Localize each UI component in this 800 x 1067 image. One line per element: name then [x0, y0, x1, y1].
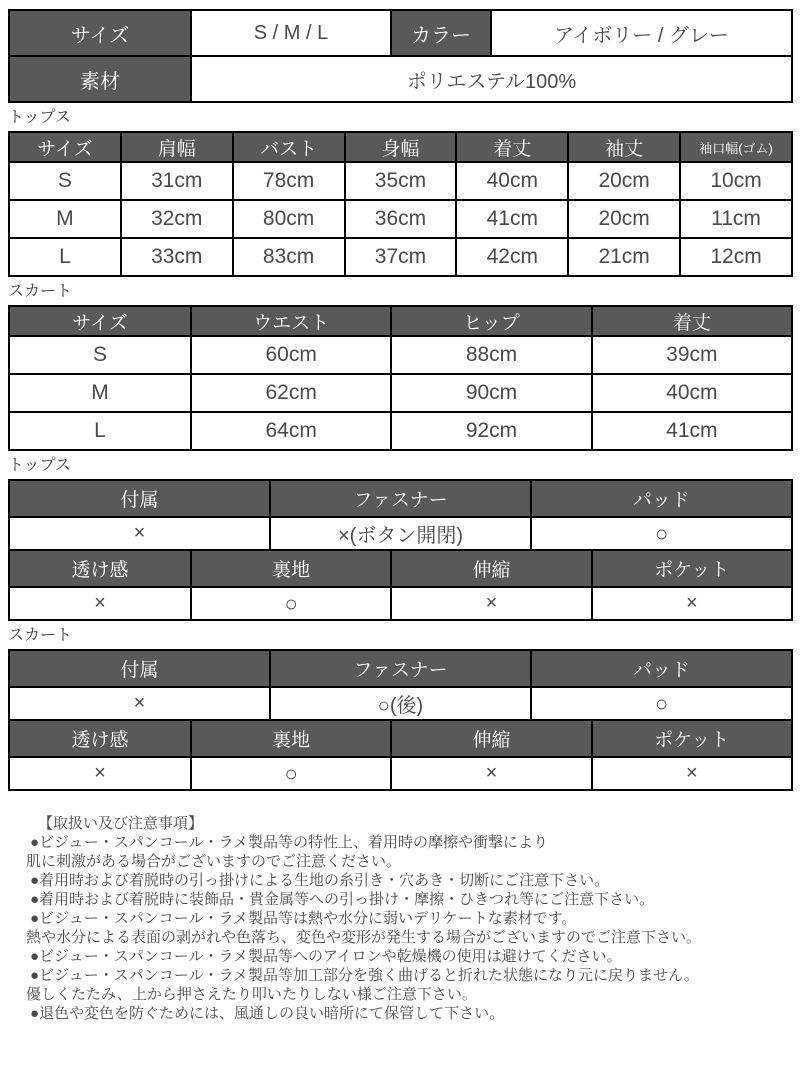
skirt-spec-value-row-1 — [9, 687, 792, 720]
tops-spec-value-row-2 — [9, 587, 792, 620]
care-note-line: ●着用時および着脱時の引っ掛けによる生地の糸引き・穴あき・切断にご注意下さい。 — [30, 872, 610, 889]
tops-size-row-s — [9, 162, 792, 200]
skirt-size-cell: 64cm — [191, 412, 391, 450]
tops-spec-header-row-2 — [9, 550, 792, 587]
tops-spec-section-label: トップス — [8, 457, 71, 474]
tops-size-cell: 32cm — [121, 200, 233, 238]
skirt-spec-value-cell: × — [391, 757, 591, 790]
material-label: 素材 — [9, 56, 191, 102]
tops-size-header-cell: バスト — [233, 132, 345, 162]
tops-size-cell: 10cm — [680, 162, 792, 200]
skirt-spec-value-cell: ○ — [191, 757, 391, 790]
skirt-spec-value-cell: ○ — [531, 687, 792, 720]
skirt-size-header-row — [9, 306, 792, 336]
tops-spec-value-cell: ○ — [191, 587, 391, 620]
tops-size-cell: 40cm — [456, 162, 568, 200]
skirt-spec-header-cell: 付属 — [9, 650, 270, 687]
tops-size-row-m — [9, 200, 792, 238]
size-value: S / M / L — [191, 10, 391, 56]
skirt-spec-table-attachments — [8, 649, 793, 721]
material-value: ポリエステル100% — [191, 56, 792, 102]
skirt-size-cell: 60cm — [191, 336, 391, 374]
skirt-size-cell: L — [9, 412, 191, 450]
tops-spec-value-cell: ×(ボタン開閉) — [270, 517, 531, 550]
tops-size-cell: 11cm — [680, 200, 792, 238]
care-note-line: ●ビジュー・スパンコール・ラメ製品等加工部分を強く曲げると折れた状態になり元に戻りません。 — [30, 967, 699, 984]
skirt-spec-header-row-2 — [9, 720, 792, 757]
skirt-spec-header-cell: パッド — [531, 650, 792, 687]
tops-size-cell: 42cm — [456, 238, 568, 276]
skirt-spec-header-cell: 透け感 — [9, 720, 191, 757]
care-note-line: 熱や水分による表面の剥がれや色落ち、変色や変形が発生する場合がございますのでご注意下さい。 — [26, 929, 702, 946]
skirt-spec-header-cell: 伸縮 — [391, 720, 591, 757]
skirt-size-header-cell: ヒップ — [391, 306, 591, 336]
tops-size-cell: S — [9, 162, 121, 200]
tops-size-cell: 35cm — [345, 162, 457, 200]
tops-spec-header-cell: 裏地 — [191, 550, 391, 587]
skirt-spec-header-cell: 裏地 — [191, 720, 391, 757]
skirt-size-header-cell: サイズ — [9, 306, 191, 336]
tops-size-cell: 78cm — [233, 162, 345, 200]
care-note-line: ●ビジュー・スパンコール・ラメ製品等の特性上、着用時の摩擦や衝撃により — [30, 834, 549, 851]
tops-size-row-l — [9, 238, 792, 276]
tops-size-cell: 20cm — [568, 200, 680, 238]
tops-size-header-cell: 袖口幅(ゴム) — [680, 132, 792, 162]
tops-spec-header-cell: 伸縮 — [391, 550, 591, 587]
skirt-spec-value-cell: × — [592, 757, 792, 790]
care-note-line: ●着用時および着脱時に装飾品・貴金属等への引っ掛け・摩擦・ひきつれ等にご注意下さい。 — [30, 891, 655, 908]
tops-spec-header-cell: パッド — [531, 480, 792, 517]
skirt-size-cell: 40cm — [592, 374, 792, 412]
skirt-size-header-cell: ウエスト — [191, 306, 391, 336]
tops-size-cell: 31cm — [121, 162, 233, 200]
tops-size-section-label: トップス — [8, 109, 71, 126]
tops-spec-header-cell: 透け感 — [9, 550, 191, 587]
skirt-size-header-cell: 着丈 — [592, 306, 792, 336]
tops-spec-table-details — [8, 549, 793, 621]
tops-size-cell: 20cm — [568, 162, 680, 200]
tops-spec-header-cell: ファスナー — [270, 480, 531, 517]
skirt-size-row-s — [9, 336, 792, 374]
tops-size-cell: 21cm — [568, 238, 680, 276]
care-note-line: 優しくたたみ、上から押さえたり叩いたりしない様ご注意下さい。 — [26, 986, 477, 1003]
skirt-size-cell: 41cm — [592, 412, 792, 450]
tops-size-header-row — [9, 132, 792, 162]
tops-size-header-cell: 身幅 — [345, 132, 457, 162]
skirt-spec-header-row-1 — [9, 650, 792, 687]
tops-spec-value-cell: ○ — [531, 517, 792, 550]
tops-spec-table-attachments — [8, 479, 793, 551]
tops-size-cell: 37cm — [345, 238, 457, 276]
summary-row-material — [9, 56, 792, 102]
skirt-size-cell: 92cm — [391, 412, 591, 450]
skirt-spec-header-cell: ポケット — [592, 720, 792, 757]
skirt-size-cell: 62cm — [191, 374, 391, 412]
skirt-spec-section-label: スカート — [8, 627, 73, 644]
tops-spec-value-row-1 — [9, 517, 792, 550]
skirt-size-cell: 90cm — [391, 374, 591, 412]
size-label: サイズ — [9, 10, 191, 56]
tops-size-header-cell: サイズ — [9, 132, 121, 162]
tops-spec-header-row-1 — [9, 480, 792, 517]
care-note-line: ●退色や変色を防ぐためには、風通しの良い暗所にて保管して下さい。 — [30, 1005, 505, 1022]
skirt-spec-header-cell: ファスナー — [270, 650, 531, 687]
tops-spec-header-cell: ポケット — [592, 550, 792, 587]
skirt-size-cell: S — [9, 336, 191, 374]
skirt-spec-value-cell: ○(後) — [270, 687, 531, 720]
tops-size-header-cell: 袖丈 — [568, 132, 680, 162]
tops-spec-value-cell: × — [9, 517, 270, 550]
skirt-spec-table-details — [8, 719, 793, 791]
skirt-size-table — [8, 305, 793, 451]
care-notes-title: 【取扱い及び注意事項】 — [38, 815, 204, 832]
tops-spec-value-cell: × — [9, 587, 191, 620]
tops-size-cell: 41cm — [456, 200, 568, 238]
skirt-spec-value-cell: × — [9, 757, 191, 790]
color-value: アイボリー / グレー — [491, 10, 792, 56]
summary-row-size-color — [9, 10, 792, 56]
tops-size-cell: L — [9, 238, 121, 276]
care-note-line: 肌に刺激がある場合がございますのでご注意ください。 — [26, 853, 402, 870]
skirt-size-section-label: スカート — [8, 283, 73, 300]
tops-size-header-cell: 肩幅 — [121, 132, 233, 162]
tops-size-cell: 12cm — [680, 238, 792, 276]
tops-size-cell: 33cm — [121, 238, 233, 276]
tops-size-cell: 36cm — [345, 200, 457, 238]
tops-size-cell: 83cm — [233, 238, 345, 276]
tops-spec-header-cell: 付属 — [9, 480, 270, 517]
color-label: カラー — [391, 10, 491, 56]
tops-size-cell: 80cm — [233, 200, 345, 238]
tops-size-cell: M — [9, 200, 121, 238]
skirt-size-cell: 88cm — [391, 336, 591, 374]
summary-table — [8, 9, 793, 103]
skirt-size-cell: M — [9, 374, 191, 412]
skirt-size-row-l — [9, 412, 792, 450]
skirt-size-cell: 39cm — [592, 336, 792, 374]
tops-size-header-cell: 着丈 — [456, 132, 568, 162]
tops-spec-value-cell: × — [391, 587, 591, 620]
care-notes — [8, 814, 793, 1023]
skirt-spec-value-cell: × — [9, 687, 270, 720]
tops-spec-value-cell: × — [592, 587, 792, 620]
care-note-line: ●ビジュー・スパンコール・ラメ製品等は熱や水分に弱いデリケートな素材です。 — [30, 910, 577, 927]
tops-size-table — [8, 131, 793, 277]
skirt-spec-value-row-2 — [9, 757, 792, 790]
care-note-line: ●ビジュー・スパンコール・ラメ製品等へのアイロンや乾燥機の使用は避けてください。 — [30, 948, 622, 965]
skirt-size-row-m — [9, 374, 792, 412]
